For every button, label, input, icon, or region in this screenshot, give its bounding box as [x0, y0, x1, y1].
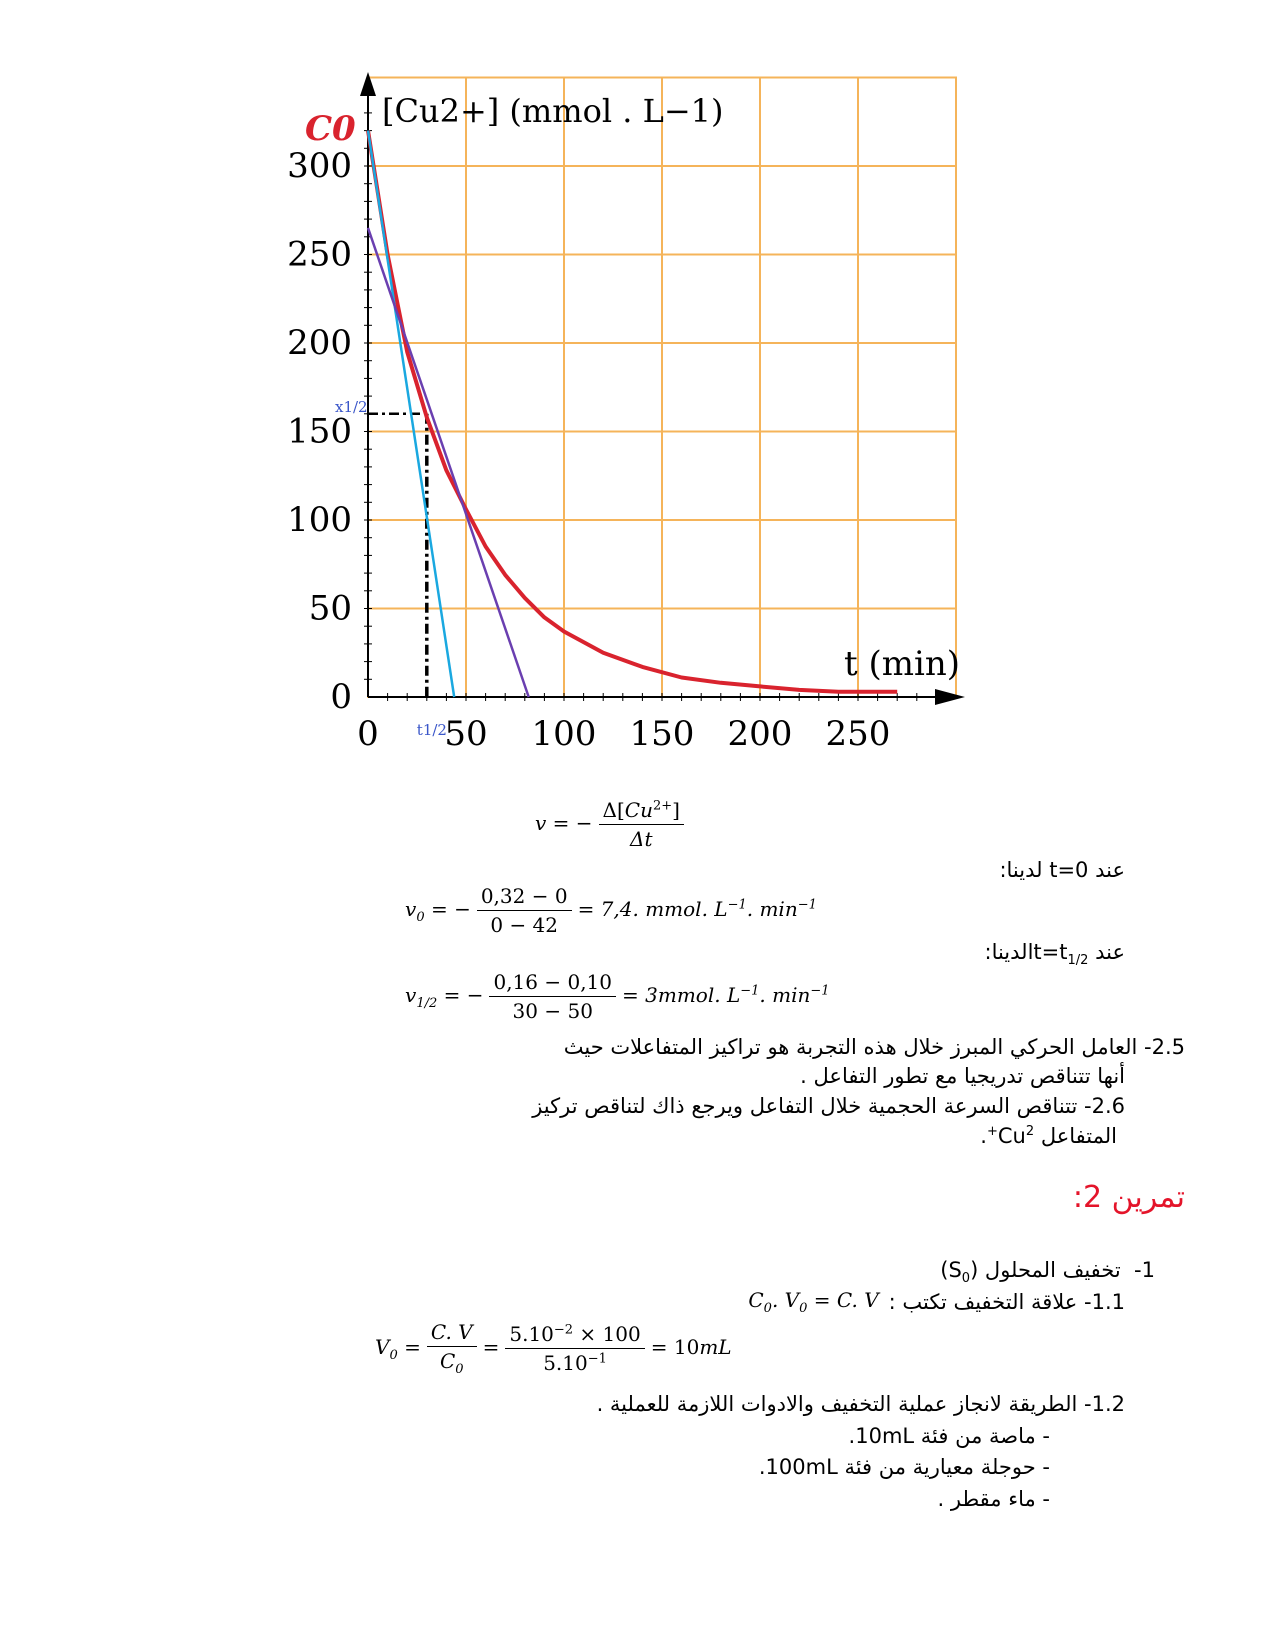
x-tick-label: 150 — [629, 714, 695, 754]
x-tick-label: 50 — [444, 714, 488, 754]
dilution-relation: $C_0$. $V_0 = C$. V — [748, 1288, 879, 1316]
tool-flask: - حوجلة معيارية من فئة 100mL. — [758, 1455, 1050, 1479]
x-axis-label: t (min) — [843, 644, 960, 684]
question-1-1-label: 1.1- علاقة التخفيف تكتب : — [888, 1290, 1125, 1314]
vhalf-formula: $v_{1/2}$ = − $\frac{0,16 - 0,10}{30 - 50}$ = 3mmol. $L^{-1}$. $\min^{-1}$ — [405, 970, 830, 1023]
v0-numerator: 0,32 − 0 — [477, 884, 572, 911]
v0-denominator: 0 − 42 — [490, 913, 559, 937]
x-tick-label: 250 — [825, 714, 891, 754]
at-t0-label: عند t=0 لدينا: — [999, 858, 1125, 882]
concentration-chart — [0, 0, 1275, 760]
exercise-2-title: تمرين 2: — [1072, 1180, 1185, 1215]
y-tick-label: 300 — [287, 146, 352, 186]
vhalf-numerator: 0,16 − 0,10 — [489, 970, 616, 997]
t-half-label: t1/2 — [416, 721, 447, 739]
x-tick-label: 100 — [531, 714, 597, 754]
x-tick-label: 200 — [727, 714, 793, 754]
rate-definition: v = − $\frac{\Delta[Cu^{2+}]}{\Delta t}$ — [535, 798, 690, 851]
paragraph-2-6-line2: المتفاعل $Cu^{2+}$. — [980, 1124, 1117, 1148]
x-half-label: x1/2 — [335, 397, 368, 416]
v0-f1-num: C. V — [427, 1320, 477, 1347]
x-axis-arrow — [935, 689, 965, 705]
paragraph-2-6-line1: 2.6- تتناقص السرعة الحجمية خلال التفاعل ويرجع ذاك لتناقص تركيز — [532, 1094, 1125, 1118]
tool-water: - ماء مقطر . — [937, 1487, 1050, 1511]
y-tick-label: 150 — [287, 411, 352, 452]
series-line-2 — [368, 228, 529, 697]
y-tick-label: 50 — [308, 588, 352, 629]
chart-svg — [0, 0, 1275, 760]
at-thalf-label: عند $t=t_{1/2}الدينا$: — [984, 940, 1125, 969]
y-axis-arrow — [360, 72, 376, 96]
c0-label: C0 — [305, 109, 356, 149]
question-1-1 — [748, 1288, 1125, 1316]
y-tick-label: 0 — [330, 677, 352, 717]
series-line-1 — [368, 131, 454, 697]
y-tick-label: 100 — [287, 500, 352, 540]
v0-formula: $v_0$ = − $\frac{0,32 - 0}{0 - 42}$ = 7,4. mmol. $L^{-1}$. $\min^{-1}$ — [405, 884, 817, 937]
tool-pipette: - ماصة من فئة 10mL. — [848, 1424, 1050, 1448]
vhalf-denominator: 30 − 50 — [512, 999, 593, 1023]
question-1-2: 1.2- الطريقة لانجاز عملية التخفيف والادوات اللازمة للعملية . — [596, 1392, 1125, 1416]
question-1: 1- تخفيف المحلول $(S_0)$ — [940, 1258, 1155, 1287]
paragraph-2-5-line2: أنها تتناقص تدريجيا مع تطور التفاعل . — [800, 1064, 1125, 1088]
paragraph-2-5-line1: 2.5- العامل الحركي المبرز خلال هذه التجربة هو تراكيز المتفاعلات حيث — [563, 1035, 1185, 1059]
y-axis-label: [Cu2+] (mmol . L−1) — [382, 92, 724, 130]
x-tick-label: 0 — [357, 714, 379, 754]
v0-volume-formula: $V_0$ = $\frac{C. V}{C_0}$ = $\frac{5.10^{-2} \times 100}{5.10^{-1}}$ = 10mL — [375, 1320, 732, 1377]
y-tick-label: 200 — [287, 323, 352, 363]
y-tick-label: 250 — [287, 234, 352, 275]
